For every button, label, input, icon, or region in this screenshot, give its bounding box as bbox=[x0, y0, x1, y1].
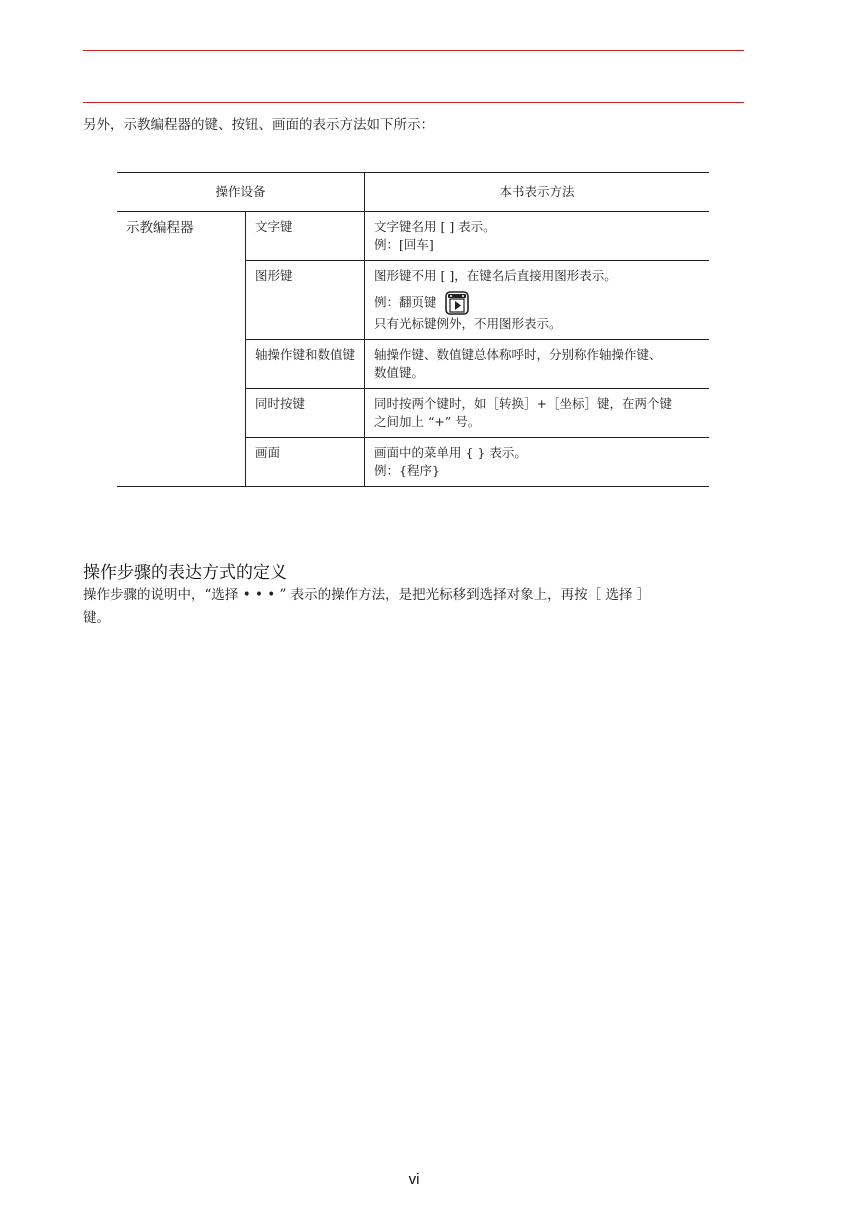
section-title: 操作步骤的表达方式的定义 bbox=[83, 563, 287, 583]
table-header-row bbox=[117, 173, 709, 212]
method-example-line bbox=[374, 291, 700, 315]
section-body-line: 键。 bbox=[83, 610, 110, 626]
method-example-text: 例：翻页键 bbox=[374, 294, 437, 310]
header-device: 操作设备 bbox=[117, 173, 365, 212]
method-line: 例：[回车] bbox=[374, 237, 434, 252]
key-type-cell: 轴操作键和数值键 bbox=[246, 340, 365, 389]
key-type-cell: 文字键 bbox=[246, 212, 365, 261]
method-cell bbox=[365, 261, 710, 340]
method-cell bbox=[365, 340, 710, 389]
table-row bbox=[117, 212, 709, 261]
notation-table bbox=[117, 172, 709, 487]
header-rule-top bbox=[83, 50, 744, 51]
key-type-cell: 画面 bbox=[246, 438, 365, 487]
header-method: 本书表示方法 bbox=[365, 173, 710, 212]
method-cell bbox=[365, 438, 710, 487]
method-line: 同时按两个键时，如［转换］+［坐标］键，在两个键 bbox=[374, 396, 672, 411]
section-body bbox=[83, 584, 743, 630]
method-cell bbox=[365, 212, 710, 261]
method-line: 例：{程序} bbox=[374, 463, 440, 478]
intro-text: 另外，示教编程器的键、按钮、画面的表示方法如下所示： bbox=[83, 117, 434, 133]
page-key-icon bbox=[445, 291, 469, 315]
method-cell bbox=[365, 389, 710, 438]
method-line: 只有光标键例外，不用图形表示。 bbox=[374, 316, 562, 331]
method-line: 轴操作键、数值键总体称呼时，分别称作轴操作键、 bbox=[374, 347, 662, 362]
key-type-cell: 同时按键 bbox=[246, 389, 365, 438]
method-line: 画面中的菜单用 { } 表示。 bbox=[374, 445, 527, 460]
method-line: 数值键。 bbox=[374, 365, 425, 380]
device-cell: 示教编程器 bbox=[117, 212, 246, 487]
method-line: 图形键不用 [ ]，在键名后直接用图形表示。 bbox=[374, 268, 617, 283]
page-number: vi bbox=[408, 1171, 420, 1188]
method-line: 文字键名用 [ ] 表示。 bbox=[374, 219, 496, 234]
section-body-line: 操作步骤的说明中，“选择 • • • ” 表示的操作方法，是把光标移到选择对象上，再按［ 选择 ］ bbox=[83, 587, 651, 603]
key-type-cell: 图形键 bbox=[246, 261, 365, 340]
header-rule-bottom bbox=[83, 102, 744, 103]
method-line: 之间加上 “+” 号。 bbox=[374, 414, 481, 429]
